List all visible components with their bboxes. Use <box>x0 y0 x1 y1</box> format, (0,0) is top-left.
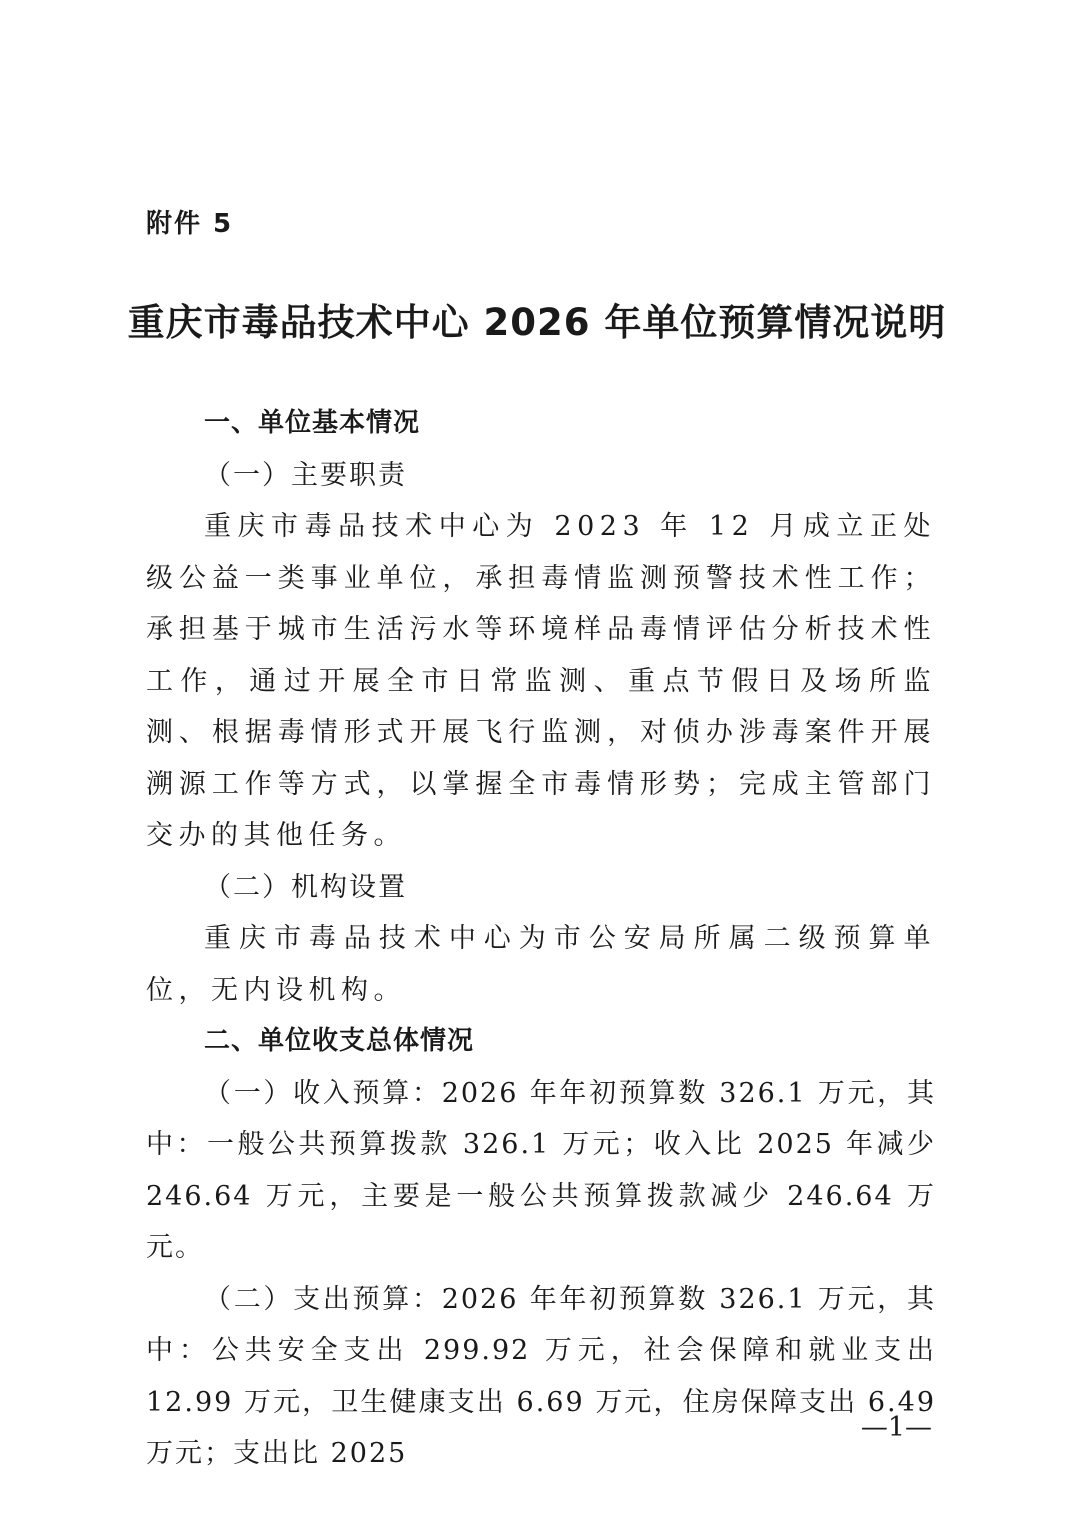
subsection-heading-main-duties: （一）主要职责 <box>204 459 407 491</box>
paragraph-income-budget: （一）收入预算：2026 年年初预算数 326.1 万元，其中：一般公共预算拨款 326.1 万元；收入比 2025 年减少 246.64 万元，主要是一般公共预算拨款减少 246.64 万元。 <box>146 1077 936 1263</box>
paragraph-main-duties: 重庆市毒品技术中心为 2023 年 12 月成立正处级公益一类事业单位，承担毒情监测预警技术性工作；承担基于城市生活污水等环境样品毒情评估分析技术性工作，通过开展全市日常监测、重点节假日及场所监测、根据毒情形式开展飞行监测，对侦办涉毒案件开展溯源工作等方式，以掌握全市毒情形势；完成主管部门交办的其他任务。 <box>146 511 936 851</box>
page-number: —1— <box>860 1412 932 1443</box>
document-body <box>146 398 936 1480</box>
document-title: 重庆市毒品技术中心 2026 年单位预算情况说明 <box>127 301 947 344</box>
section-heading-basic-info: 一、单位基本情况 <box>204 408 421 438</box>
subsection-heading-organization: （二）机构设置 <box>204 871 407 903</box>
section-heading-income-expenditure: 二、单位收支总体情况 <box>204 1026 475 1056</box>
paragraph-organization: 重庆市毒品技术中心为市公安局所属二级预算单位，无内设机构。 <box>146 923 936 1006</box>
paragraph-expenditure-budget: （二）支出预算：2026 年年初预算数 326.1 万元，其中：公共安全支出 299.92 万元，社会保障和就业支出 12.99 万元，卫生健康支出 6.69 万元，住房保障支出 6.49 万元；支出比 2025 <box>146 1283 936 1469</box>
attachment-label: 附件 5 <box>146 209 234 239</box>
